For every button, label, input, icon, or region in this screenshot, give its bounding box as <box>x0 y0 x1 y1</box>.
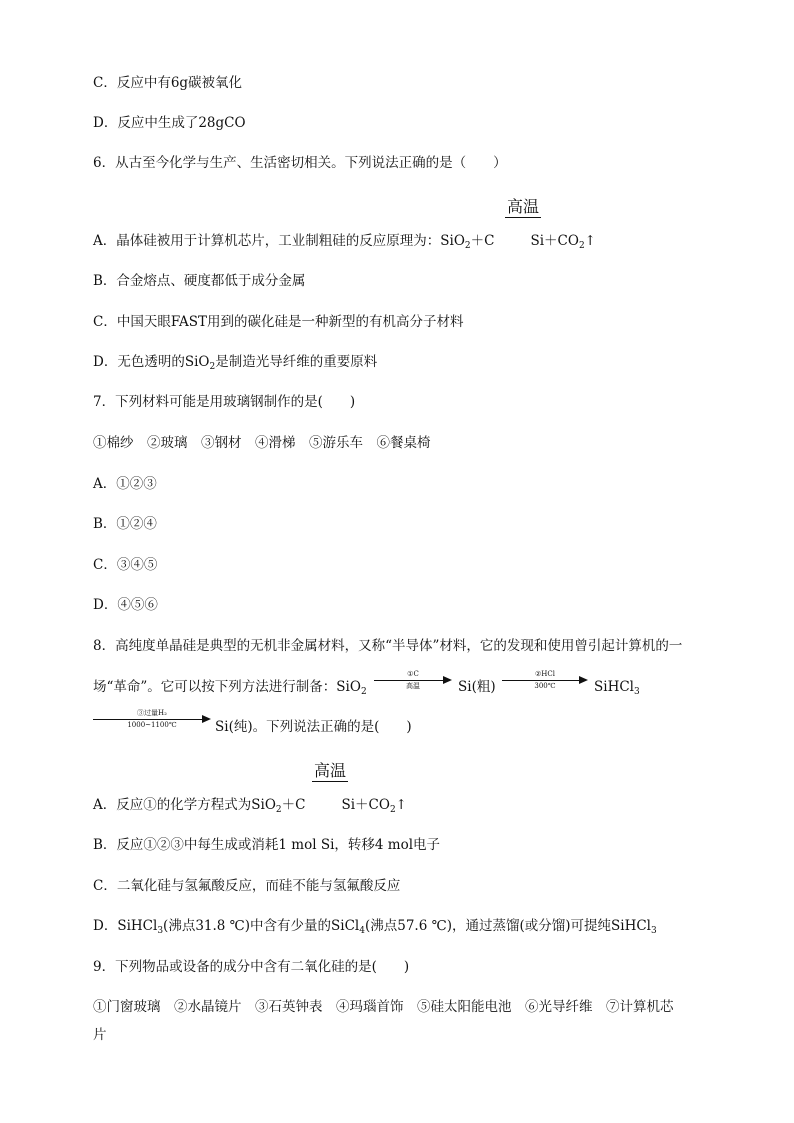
q7-option-b: B．①②④ <box>93 516 157 532</box>
q8-option-c: C．二氧化硅与氢氟酸反应，而硅不能与氢氟酸反应 <box>93 878 401 894</box>
q6-option-b: B．合金熔点、硬度都低于成分金属 <box>93 273 306 289</box>
q6-option-d: D．无色透明的SiO$_2$是制造光导纤维的重要原料 <box>93 354 378 372</box>
q8-option-d: D．SiHCl$_3$(沸点31.8 ℃)中含有少量的SiCl$_4$(沸点57.6 ℃)，通过蒸馏(或分馏)可提纯SiHCl$_3$ <box>93 918 657 936</box>
q8-arrow-2: ②HCl 300℃ <box>502 670 588 692</box>
q7-items: ①棉纱 ②玻璃 ③钢材 ④滑梯 ⑤游乐车 ⑥餐桌椅 <box>93 435 431 451</box>
q5-option-c: C．反应中有6g碳被氧化 <box>93 75 243 91</box>
q6-stem: 6．从古至今化学与生产、生活密切相关。下列说法正确的是（ ） <box>93 155 507 171</box>
q7-stem: 7．下列材料可能是用玻璃钢制作的是( ) <box>93 394 356 410</box>
q8-option-a: A．反应①的化学方程式为SiO$_2$＋C $Si+CO_2↑$ <box>93 797 407 815</box>
q8-crude-si: Si(粗) <box>458 679 496 695</box>
q8-arrow-3: ③过量H₂ 1000~1100℃ <box>93 709 211 731</box>
q6-option-c: C．中国天眼FAST用到的碳化硅是一种新型的有机高分子材料 <box>93 314 464 330</box>
q8-reaction-condition: 高温 <box>314 761 347 780</box>
q6-reaction-condition: 高温 <box>507 197 540 216</box>
q6-option-a: A．晶体硅被用于计算机芯片，工业制粗硅的反应原理为：SiO$_2$＋C $Si+CO_2↑$ <box>93 233 596 251</box>
q7-option-a: A．①②③ <box>93 476 157 492</box>
q8-stem-line3: Si(纯)。下列说法正确的是( ) <box>215 719 412 735</box>
q8-arrow-1: ①C 高温 <box>374 670 452 692</box>
q9-items-line1: ①门窗玻璃 ②水晶镜片 ③石英钟表 ④玛瑙首饰 ⑤硅太阳能电池 ⑥光导纤维 ⑦计算机芯 <box>93 999 674 1015</box>
q8-stem-line2: 场“革命”。它可以按下列方法进行制备：SiO$_2$ <box>93 679 367 697</box>
q5-option-d: D．反应中生成了28gCO <box>93 115 246 131</box>
q9-stem: 9．下列物品或设备的成分中含有二氧化硅的是( ) <box>93 959 410 975</box>
q9-items-line2: 片 <box>93 1027 107 1043</box>
q8-sihcl3: SiHCl$_3$ <box>594 679 640 697</box>
q7-option-c: C．③④⑤ <box>93 557 158 573</box>
q7-option-d: D．④⑤⑥ <box>93 597 158 613</box>
q8-option-b: B．反应①②③中每生成或消耗1 mol Si，转移4 mol电子 <box>93 837 441 853</box>
q8-stem-line1: 8．高纯度单晶硅是典型的无机非金属材料，又称“半导体”材料，它的发现和使用曾引起计算机的一 <box>93 638 683 654</box>
